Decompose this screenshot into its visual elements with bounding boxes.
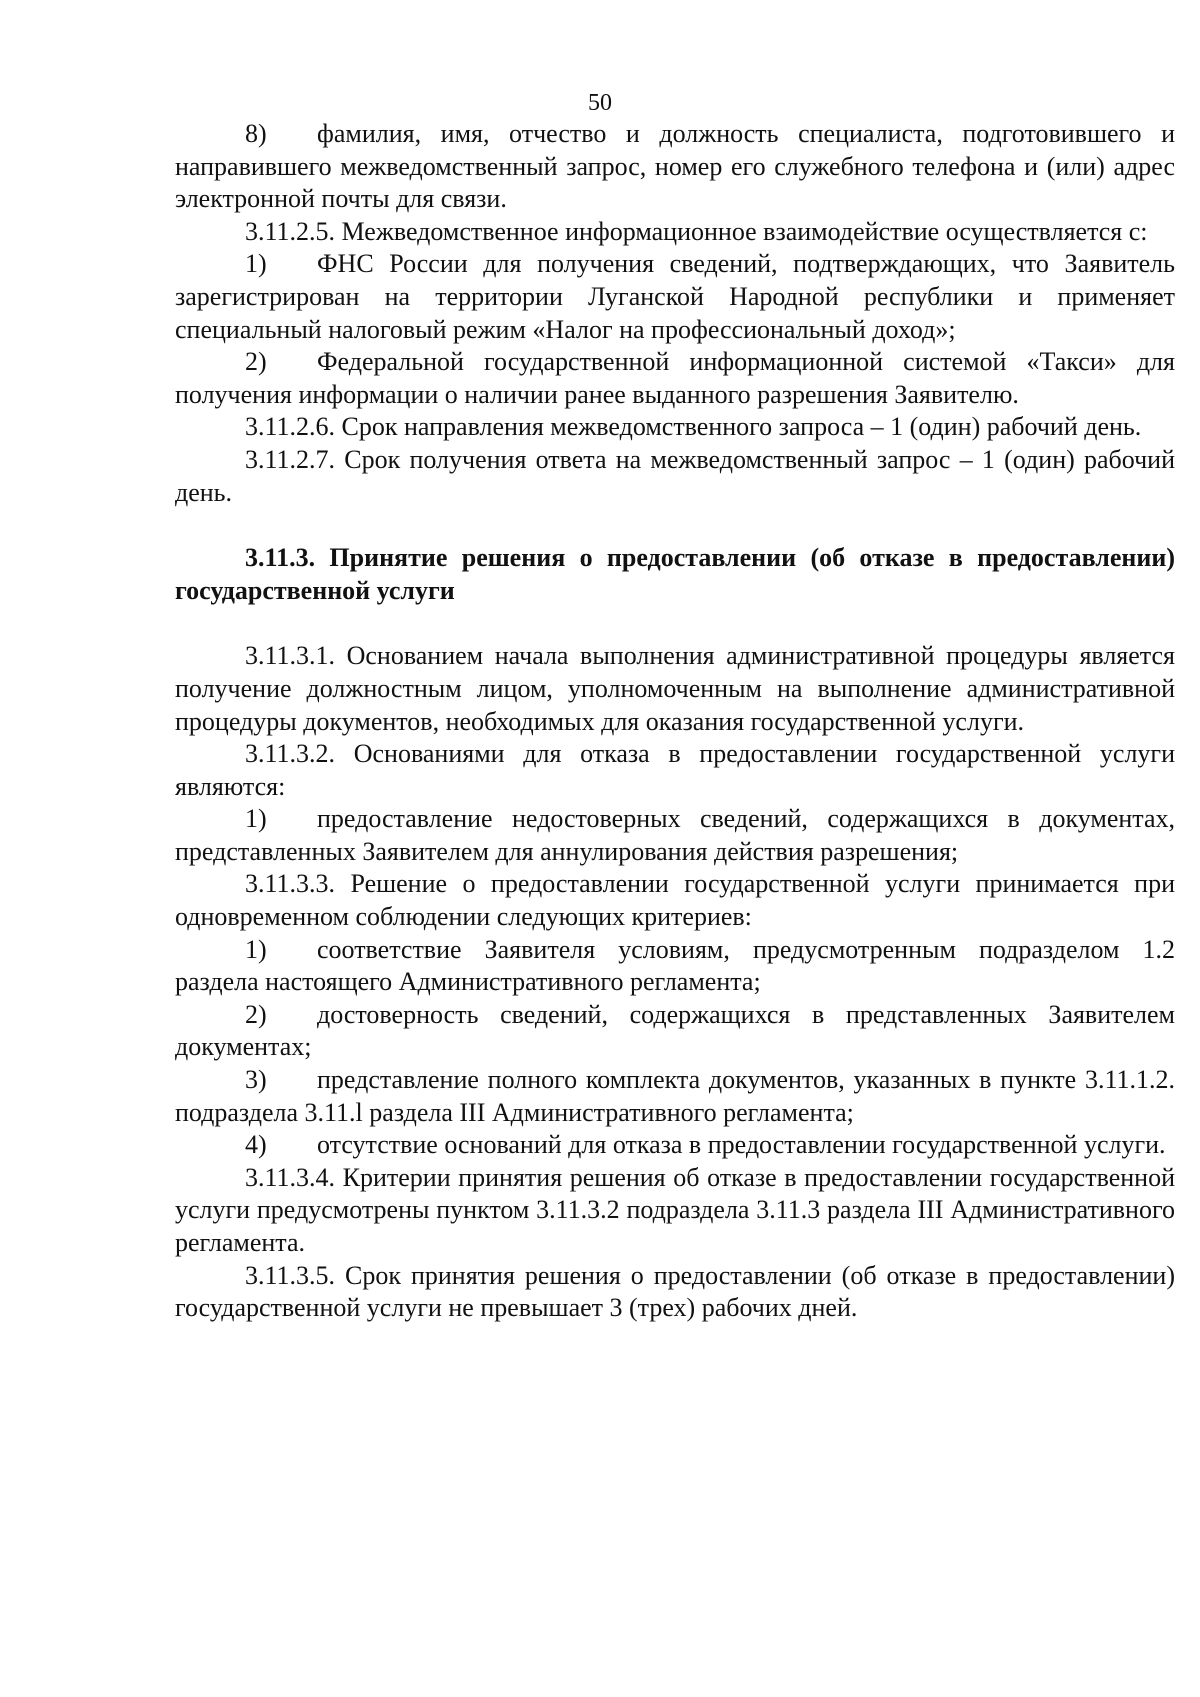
clause-paragraph: 3.11.3.1. Основанием начала выполнения административной процедуры является получение должностным лицом, уполномоченным на выполнение административной процедуры документов, необходимых для оказания государственной услуги. <box>175 641 1175 736</box>
clause-paragraph: 3.11.2.6. Срок направления межведомственного запроса – 1 (один) рабочий день. <box>245 412 1142 442</box>
list-item <box>175 248 1175 346</box>
list-item <box>175 118 1175 216</box>
item-text: Федеральной государственной информационной системой «Такси» для получения информации о наличии ранее выданного разрешения Заявителю. <box>175 347 1175 409</box>
item-text: предоставление недостоверных сведений, содержащихся в документах, представленных Заявителем для аннулирования действия разрешения; <box>175 804 1175 866</box>
document-body <box>175 118 1175 1325</box>
item-number: 2) <box>245 347 267 377</box>
list-item <box>175 1129 1175 1162</box>
item-number: 1) <box>245 804 267 834</box>
page-number: 50 <box>588 90 612 116</box>
clause-paragraph: 3.11.3.5. Срок принятия решения о предоставлении (об отказе в предоставлении) государственной услуги не превышает 3 (трех) рабочих дней. <box>175 1260 1175 1323</box>
list-item <box>175 346 1175 411</box>
item-number: 8) <box>245 119 267 148</box>
item-number: 2) <box>245 999 267 1029</box>
item-text: представление полного комплекта документов, указанных в пункте 3.11.1.2. подраздела 3.11.l раздела III Административного регламента; <box>175 1065 1175 1127</box>
item-number: 3) <box>245 1065 267 1095</box>
clause-paragraph: 3.11.3.2. Основаниями для отказа в предоставлении государственной услуги являются: <box>175 739 1175 801</box>
item-text: отсутствие оснований для отказа в предоставлении государственной услуги. <box>317 1130 1166 1160</box>
list-item <box>175 999 1175 1064</box>
list-item <box>175 803 1175 868</box>
clause-paragraph: 3.11.3.4. Критерии принятия решения об отказе в предоставлении государственной услуги предусмотрены пунктом 3.11.3.2 подраздела 3.11.3 раздела III Административного регламента. <box>175 1162 1175 1257</box>
list-item <box>175 1064 1175 1129</box>
list-item <box>175 934 1175 999</box>
item-number: 1) <box>245 934 267 964</box>
item-text: ФНС России для получения сведений, подтверждающих, что Заявитель зарегистрирован на территории Луганской Народной республики и применяет специальный налоговый режим «Налог на профессиональный доход»; <box>175 249 1175 344</box>
clause-paragraph: 3.11.3.3. Решение о предоставлении государственной услуги принимается при одновременном соблюдении следующих критериев: <box>175 869 1175 932</box>
clause-paragraph: 3.11.2.5. Межведомственное информационное взаимодействие осуществляется с: <box>245 216 1148 246</box>
item-number: 1) <box>245 249 267 279</box>
item-number: 4) <box>245 1130 267 1160</box>
clause-paragraph: 3.11.2.7. Срок получения ответа на межведомственный запрос – 1 (один) рабочий день. <box>175 444 1175 507</box>
item-text: фамилия, имя, отчество и должность специалиста, подготовившего и направившего межведомственный запрос, номер его служебного телефона и (или) адрес электронной почты для связи. <box>175 119 1175 214</box>
item-text: достоверность сведений, содержащихся в представленных Заявителем документах; <box>175 999 1175 1062</box>
item-text: соответствие Заявителя условиям, предусмотренным подразделом 1.2 раздела настоящего Административного регламента; <box>175 934 1175 997</box>
section-heading: 3.11.3. Принятие решения о предоставлении (об отказе в предоставлении) государственной услуги <box>175 543 1175 605</box>
